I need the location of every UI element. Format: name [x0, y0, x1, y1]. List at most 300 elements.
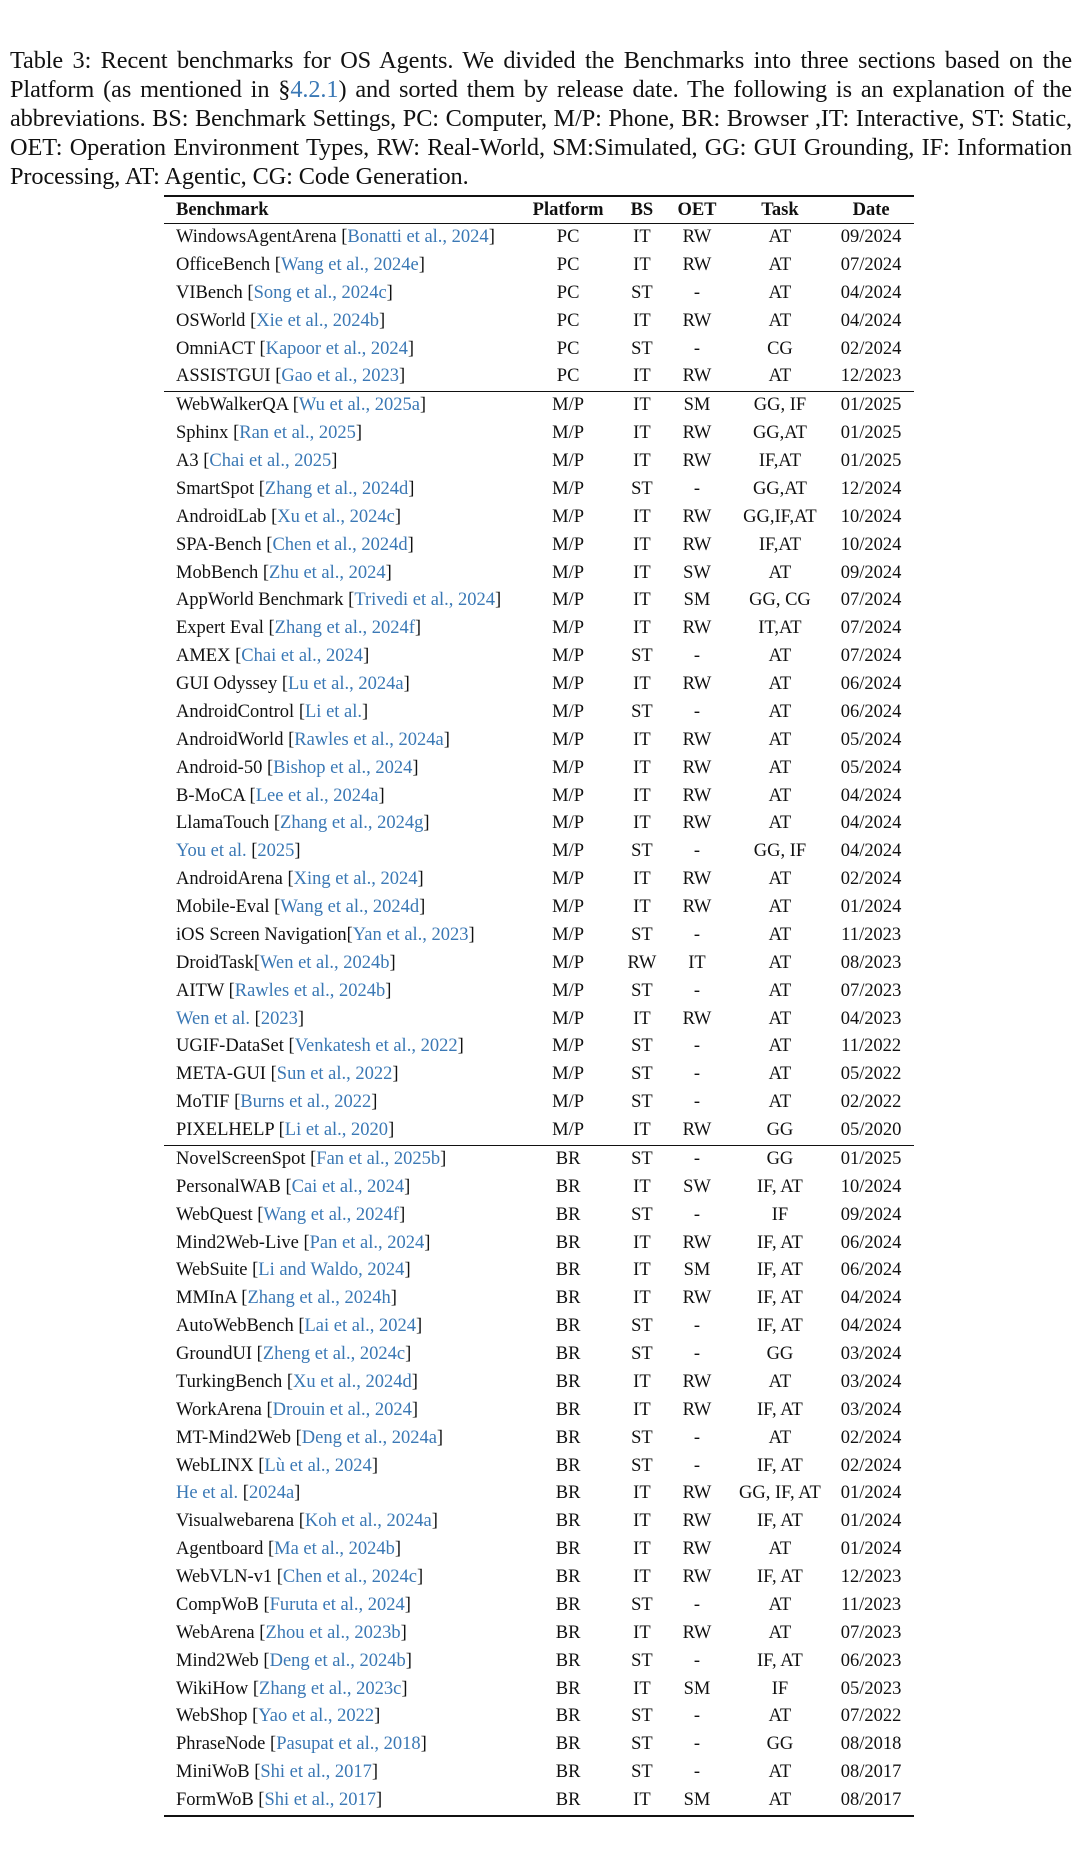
benchmark-cell: WebShop [Yao et al., 2022] — [176, 1706, 381, 1727]
table-row — [164, 671, 914, 699]
task-cell: GG — [766, 1120, 794, 1140]
oet-cell: RW — [682, 869, 712, 890]
date-cell: 12/2024 — [840, 478, 902, 499]
citation-author-link[interactable]: He et al. — [176, 1483, 239, 1504]
bs-cell: IT — [633, 254, 651, 275]
benchmark-name: Expert Eval — [176, 618, 264, 639]
task-cell: AT — [768, 729, 792, 750]
date-cell: 05/2020 — [840, 1120, 902, 1140]
platform-cell: M/P — [552, 562, 585, 583]
table-row — [164, 1480, 914, 1508]
date-cell: 07/2024 — [840, 590, 902, 611]
citation-link[interactable]: Rawles et al., 2024a — [294, 729, 444, 750]
header-oet: OET — [677, 200, 717, 220]
bs-cell: ST — [631, 1092, 653, 1113]
task-cell: AT — [768, 1036, 792, 1057]
benchmark-name: Mind2Web — [176, 1650, 259, 1671]
benchmark-cell: WebQuest [Wang et al., 2024f] — [176, 1204, 406, 1225]
date-cell: 02/2022 — [840, 1092, 902, 1113]
date-cell: 02/2024 — [840, 338, 902, 359]
table-row — [164, 866, 914, 894]
benchmark-name: PIXELHELP — [176, 1120, 274, 1140]
table-row — [164, 1313, 914, 1341]
task-cell: IF, AT — [757, 1316, 803, 1337]
oet-cell: RW — [682, 1399, 712, 1420]
task-cell: IF — [771, 1204, 789, 1225]
benchmark-cell: GroundUI [Zheng et al., 2024c] — [176, 1344, 412, 1364]
table-row — [164, 1787, 914, 1816]
citation-link[interactable]: Bishop et al., 2024 — [273, 757, 413, 778]
section-reference-link[interactable]: 4.2.1 — [290, 76, 339, 103]
oet-cell: RW — [682, 1232, 712, 1253]
task-cell: AT — [768, 1622, 792, 1643]
date-cell: 07/2023 — [840, 1622, 902, 1643]
benchmark-cell: DroidTask[Wen et al., 2024b] — [176, 952, 396, 973]
benchmark-name: AITW — [176, 980, 224, 1001]
citation-author-link[interactable]: You et al. — [176, 841, 247, 862]
task-cell: GG — [766, 1734, 794, 1755]
benchmark-name: OmniACT — [176, 338, 255, 359]
benchmark-name: WebQuest — [176, 1204, 253, 1225]
citation-link[interactable]: Wang et al., 2024e — [280, 254, 419, 275]
bs-cell: ST — [631, 1148, 653, 1169]
oet-cell: - — [693, 1455, 701, 1476]
citation-link[interactable]: Chen et al., 2024c — [282, 1567, 418, 1587]
task-cell: AT — [768, 980, 792, 1001]
date-cell: 06/2024 — [840, 701, 902, 722]
platform-cell: BR — [555, 1483, 581, 1504]
citation-link[interactable]: Li et al., 2020 — [284, 1120, 389, 1140]
date-cell: 02/2024 — [840, 1455, 902, 1476]
date-cell: 03/2024 — [840, 1399, 902, 1420]
citation-link[interactable]: Lai et al., 2024 — [304, 1316, 416, 1337]
table-row — [164, 1592, 914, 1620]
platform-cell: M/P — [552, 813, 585, 834]
citation-link[interactable]: Shi et al., 2017 — [260, 1762, 372, 1783]
benchmark-name: AndroidControl — [176, 701, 295, 722]
table-row — [164, 280, 914, 308]
task-cell: IF, AT — [757, 1232, 803, 1253]
table-row — [164, 1508, 914, 1536]
bs-cell: IT — [633, 869, 651, 890]
oet-cell: - — [693, 1706, 701, 1727]
citation-link[interactable]: Drouin et al., 2024 — [272, 1399, 412, 1420]
date-cell: 08/2023 — [840, 952, 902, 973]
citation-link[interactable]: Xu et al., 2024c — [277, 506, 395, 527]
bs-cell: ST — [631, 1316, 653, 1337]
citation-link[interactable]: 2023 — [260, 1008, 298, 1029]
bs-cell: IT — [633, 757, 651, 778]
oet-cell: - — [693, 282, 701, 303]
task-cell: GG — [766, 1344, 794, 1364]
oet-cell: - — [693, 1594, 701, 1615]
benchmark-name: Sphinx — [176, 423, 229, 444]
benchmark-cell: WikiHow [Zhang et al., 2023c] — [176, 1678, 408, 1699]
task-cell: AT — [768, 1539, 792, 1560]
bs-cell: IT — [633, 1678, 651, 1699]
header-task: Task — [761, 200, 799, 220]
oet-cell: RW — [682, 366, 712, 387]
date-cell: 10/2024 — [840, 1176, 902, 1197]
platform-cell: BR — [555, 1511, 581, 1532]
date-cell: 12/2023 — [840, 366, 902, 387]
bs-cell: ST — [631, 1064, 653, 1085]
date-cell: 07/2024 — [840, 646, 902, 667]
benchmark-name: UGIF-DataSet — [176, 1036, 284, 1057]
citation-link[interactable]: Lee et al., 2024a — [255, 785, 379, 806]
citation-link[interactable]: Pasupat et al., 2018 — [276, 1734, 421, 1755]
benchmarks-table — [164, 195, 914, 1817]
benchmark-cell: Mobile-Eval [Wang et al., 2024d] — [176, 897, 426, 917]
date-cell: 09/2024 — [840, 227, 902, 247]
benchmark-name: Visualwebarena — [176, 1511, 295, 1532]
citation-link[interactable]: Venkatesh et al., 2022 — [294, 1036, 458, 1057]
citation-link[interactable]: Wang et al., 2024d — [280, 897, 420, 917]
table-row — [164, 838, 914, 866]
date-cell: 06/2024 — [840, 674, 902, 694]
bs-cell: ST — [631, 1455, 653, 1476]
benchmark-name: PhraseNode — [176, 1734, 266, 1755]
citation-link[interactable]: Zhang et al., 2024f — [274, 618, 415, 639]
benchmark-cell: WindowsAgentArena [Bonatti et al., 2024] — [176, 227, 495, 247]
citation-link[interactable]: Zhang et al., 2024h — [247, 1288, 391, 1309]
citation-link[interactable]: Cai et al., 2024 — [291, 1176, 405, 1197]
task-cell: AT — [768, 646, 792, 667]
benchmark-name: NovelScreenSpot — [176, 1148, 306, 1169]
task-cell: IF, AT — [757, 1176, 803, 1197]
benchmark-cell: SPA-Bench [Chen et al., 2024d] — [176, 534, 414, 555]
task-cell: GG, CG — [749, 590, 811, 611]
bs-cell: IT — [633, 1008, 651, 1029]
bs-cell: IT — [633, 534, 651, 555]
table-row — [164, 755, 914, 783]
date-cell: 06/2024 — [840, 1260, 902, 1281]
citation-link[interactable]: Lu et al., 2024a — [288, 674, 404, 694]
date-cell: 04/2024 — [840, 310, 902, 331]
benchmark-cell: Visualwebarena [Koh et al., 2024a] — [176, 1511, 438, 1532]
bs-cell: IT — [633, 674, 651, 694]
oet-cell: SM — [683, 395, 711, 416]
citation-link[interactable]: Burns et al., 2022 — [240, 1092, 372, 1113]
benchmark-cell: OmniACT [Kapoor et al., 2024] — [176, 338, 415, 359]
table-row — [164, 392, 914, 420]
task-cell: AT — [768, 310, 792, 331]
header-benchmark: Benchmark — [176, 200, 269, 220]
platform-cell: M/P — [552, 423, 585, 444]
date-cell: 04/2024 — [840, 785, 902, 806]
date-cell: 01/2025 — [840, 1148, 902, 1169]
task-cell: AT — [768, 1064, 792, 1085]
table-caption — [10, 46, 1072, 191]
citation-link[interactable]: Xing et al., 2024 — [293, 869, 418, 890]
citation-link[interactable]: Zhou et al., 2023b — [265, 1622, 401, 1643]
citation-link[interactable]: Zhu et al., 2024 — [269, 562, 386, 583]
task-cell: AT — [768, 952, 792, 973]
benchmark-cell: PIXELHELP [Li et al., 2020] — [176, 1120, 395, 1140]
platform-cell: M/P — [552, 729, 585, 750]
benchmark-cell: ASSISTGUI [Gao et al., 2023] — [176, 366, 406, 387]
benchmark-name: VIBench — [176, 282, 243, 303]
platform-cell: BR — [555, 1232, 581, 1253]
platform-cell: M/P — [552, 451, 585, 471]
citation-link[interactable]: Gao et al., 2023 — [281, 366, 400, 387]
platform-cell: PC — [556, 227, 580, 247]
date-cell: 09/2024 — [840, 562, 902, 583]
citation-link[interactable]: Deng et al., 2024b — [269, 1650, 406, 1671]
citation-link[interactable]: Xie et al., 2024b — [256, 310, 380, 331]
platform-cell: PC — [556, 366, 580, 387]
citation-link[interactable]: Chen et al., 2024d — [272, 534, 408, 555]
oet-cell: RW — [682, 506, 712, 527]
date-cell: 01/2024 — [840, 897, 902, 917]
platform-cell: PC — [556, 254, 580, 275]
platform-cell: M/P — [552, 1120, 585, 1140]
task-cell: AT — [768, 1371, 792, 1392]
platform-cell: BR — [555, 1316, 581, 1337]
date-cell: 05/2023 — [840, 1678, 902, 1699]
benchmark-name: A3 — [176, 451, 199, 471]
task-cell: AT — [768, 1706, 792, 1727]
oet-cell: SM — [683, 1790, 711, 1810]
bs-cell: IT — [633, 1176, 651, 1197]
benchmark-name: FormWoB — [176, 1790, 254, 1810]
date-cell: 07/2023 — [840, 980, 902, 1001]
citation-link[interactable]: Zhang et al., 2024d — [264, 478, 409, 499]
task-cell: AT — [768, 366, 792, 387]
bs-cell: IT — [633, 813, 651, 834]
benchmark-cell: PersonalWAB [Cai et al., 2024] — [176, 1176, 411, 1197]
table-row — [164, 1425, 914, 1453]
oet-cell: RW — [682, 729, 712, 750]
oet-cell: SM — [683, 1678, 711, 1699]
oet-cell: - — [693, 646, 701, 667]
benchmark-cell: GUI Odyssey [Lu et al., 2024a] — [176, 674, 410, 694]
benchmark-cell: AndroidArena [Xing et al., 2024] — [176, 869, 424, 890]
date-cell: 06/2023 — [840, 1650, 902, 1671]
platform-cell: M/P — [552, 1036, 585, 1057]
benchmark-cell: A3 [Chai et al., 2025] — [176, 451, 338, 471]
task-cell: IT,AT — [758, 618, 802, 639]
oet-cell: RW — [682, 310, 712, 331]
platform-cell: BR — [555, 1371, 581, 1392]
benchmark-cell: Expert Eval [Zhang et al., 2024f] — [176, 618, 422, 639]
task-cell: AT — [768, 813, 792, 834]
table-row — [164, 1676, 914, 1704]
header-row — [164, 196, 914, 224]
oet-cell: RW — [682, 1511, 712, 1532]
table-row — [164, 1620, 914, 1648]
task-cell: GG,IF,AT — [743, 506, 817, 527]
table-row — [164, 643, 914, 671]
benchmark-cell: WebArena [Zhou et al., 2023b] — [176, 1622, 407, 1643]
citation-link[interactable]: Rawles et al., 2024b — [234, 980, 386, 1001]
table-row — [164, 476, 914, 504]
citation-link[interactable]: 2025 — [257, 841, 295, 862]
benchmark-cell: OfficeBench [Wang et al., 2024e] — [176, 254, 425, 275]
bs-cell: ST — [631, 1762, 653, 1783]
platform-cell: BR — [555, 1678, 581, 1699]
citation-link[interactable]: Ran et al., 2025 — [239, 423, 356, 444]
oet-cell: SW — [683, 1176, 711, 1197]
citation-link[interactable]: 2024a — [248, 1483, 295, 1504]
citation-link[interactable]: Chai et al., 2025 — [209, 451, 332, 471]
benchmark-cell: FormWoB [Shi et al., 2017] — [176, 1790, 383, 1810]
bs-cell: RW — [627, 952, 657, 973]
table-row — [164, 1202, 914, 1230]
oet-cell: - — [693, 1734, 701, 1755]
citation-link[interactable]: Shi et al., 2017 — [264, 1790, 376, 1810]
citation-link[interactable]: Furuta et al., 2024 — [269, 1594, 405, 1615]
platform-cell: PC — [556, 338, 580, 359]
benchmark-cell: MiniWoB [Shi et al., 2017] — [176, 1762, 379, 1783]
task-cell: GG, IF — [753, 841, 807, 862]
benchmark-cell: MoTIF [Burns et al., 2022] — [176, 1092, 378, 1113]
date-cell: 10/2024 — [840, 534, 902, 555]
benchmark-name: AndroidArena — [176, 869, 283, 890]
platform-cell: BR — [555, 1734, 581, 1755]
citation-link[interactable]: Wu et al., 2025a — [298, 395, 420, 416]
caption-text-start: Table 3: Recent benchmarks for OS Agents. We divided the Benchmarks into three sections based on the Platform (as mentioned in § — [10, 47, 1072, 103]
citation-link[interactable]: Yao et al., 2022 — [258, 1706, 375, 1727]
task-cell: AT — [768, 1092, 792, 1113]
benchmark-cell: NovelScreenSpot [Fan et al., 2025b] — [176, 1148, 447, 1169]
citation-link[interactable]: Koh et al., 2024a — [304, 1511, 432, 1532]
date-cell: 02/2024 — [840, 869, 902, 890]
oet-cell: RW — [682, 785, 712, 806]
citation-link[interactable]: Li et al. — [305, 701, 363, 722]
table-row — [164, 1285, 914, 1313]
benchmark-name: Agentboard — [176, 1539, 264, 1560]
table-row — [164, 252, 914, 280]
platform-cell: BR — [555, 1594, 581, 1615]
header-platform: Platform — [532, 200, 604, 220]
oet-cell: - — [693, 1344, 701, 1364]
bs-cell: IT — [633, 1790, 651, 1810]
header-date: Date — [852, 200, 890, 220]
table-row — [164, 978, 914, 1006]
date-cell: 12/2023 — [840, 1567, 902, 1587]
bs-cell: IT — [633, 590, 651, 611]
date-cell: 08/2018 — [840, 1734, 902, 1755]
benchmark-name: SmartSpot — [176, 478, 255, 499]
platform-cell: M/P — [552, 701, 585, 722]
date-cell: 07/2022 — [840, 1706, 902, 1727]
citation-link[interactable]: Bonatti et al., 2024 — [347, 227, 489, 247]
benchmark-cell: AndroidControl [Li et al.] — [176, 701, 369, 722]
platform-cell: M/P — [552, 590, 585, 611]
table-row — [164, 1648, 914, 1676]
oet-cell: - — [693, 1204, 701, 1225]
benchmark-name: MiniWoB — [176, 1762, 250, 1783]
benchmark-name: AndroidLab — [176, 506, 267, 527]
citation-link[interactable]: Wang et al., 2024f — [263, 1204, 400, 1225]
table-row — [164, 1703, 914, 1731]
benchmark-cell: AndroidWorld [Rawles et al., 2024a] — [176, 729, 450, 750]
task-cell: AT — [768, 757, 792, 778]
citation-link[interactable]: Chai et al., 2024 — [241, 646, 364, 667]
citation-link[interactable]: Yan et al., 2023 — [352, 924, 469, 945]
date-cell: 01/2025 — [840, 395, 902, 416]
citation-link[interactable]: Pan et al., 2024 — [309, 1232, 425, 1253]
citation-link[interactable]: Ma et al., 2024b — [274, 1539, 395, 1560]
date-cell: 11/2022 — [841, 1036, 902, 1057]
citation-link[interactable]: Lù et al., 2024 — [264, 1455, 372, 1476]
platform-cell: M/P — [552, 1092, 585, 1113]
benchmark-cell: AMEX [Chai et al., 2024] — [176, 646, 370, 667]
citation-link[interactable]: Fan et al., 2025b — [316, 1148, 441, 1169]
table-row — [164, 1006, 914, 1034]
citation-link[interactable]: Wen et al., 2024b — [260, 952, 390, 973]
citation-link[interactable]: Deng et al., 2024a — [301, 1427, 437, 1448]
citation-author-link[interactable]: Wen et al. — [176, 1008, 251, 1029]
bs-cell: IT — [633, 1622, 651, 1643]
benchmark-cell: Mind2Web-Live [Pan et al., 2024] — [176, 1232, 431, 1253]
benchmark-cell: UGIF-DataSet [Venkatesh et al., 2022] — [176, 1036, 464, 1057]
platform-cell: M/P — [552, 869, 585, 890]
citation-link[interactable]: Sun et al., 2022 — [276, 1064, 393, 1085]
oet-cell: RW — [682, 674, 712, 694]
citation-link[interactable]: Zhang et al., 2023c — [259, 1678, 402, 1699]
citation-link[interactable]: Zheng et al., 2024c — [262, 1344, 406, 1364]
platform-cell: M/P — [552, 506, 585, 527]
platform-cell: BR — [555, 1762, 581, 1783]
task-cell: IF, AT — [757, 1455, 803, 1476]
task-cell: IF, AT — [757, 1399, 803, 1420]
benchmark-name: ASSISTGUI — [176, 366, 271, 387]
citation-link[interactable]: Trivedi et al., 2024 — [354, 590, 495, 611]
date-cell: 06/2024 — [840, 1232, 902, 1253]
date-cell: 04/2024 — [840, 841, 902, 862]
oet-cell: RW — [682, 1539, 712, 1560]
task-cell: IF, AT — [757, 1260, 803, 1281]
date-cell: 04/2024 — [840, 282, 902, 303]
task-cell: AT — [768, 1427, 792, 1448]
oet-cell: - — [693, 841, 701, 862]
oet-cell: - — [693, 924, 701, 945]
table-row — [164, 308, 914, 336]
table-row — [164, 1089, 914, 1117]
platform-cell: BR — [555, 1260, 581, 1281]
citation-link[interactable]: Zhang et al., 2024g — [280, 813, 424, 834]
oet-cell: IT — [688, 952, 706, 973]
table-row — [164, 1230, 914, 1258]
task-cell: GG, IF — [753, 395, 807, 416]
platform-cell: BR — [555, 1650, 581, 1671]
table-row — [164, 448, 914, 476]
task-cell: IF,AT — [758, 451, 802, 471]
platform-cell: M/P — [552, 1008, 585, 1029]
bs-cell: ST — [631, 980, 653, 1001]
citation-link[interactable]: Kapoor et al., 2024 — [265, 338, 408, 359]
task-cell: IF, AT — [757, 1511, 803, 1532]
oet-cell: RW — [682, 1288, 712, 1309]
citation-link[interactable]: Xu et al., 2024d — [293, 1371, 412, 1392]
benchmark-name: WebArena — [176, 1622, 255, 1643]
task-cell: AT — [768, 227, 792, 247]
table-row — [164, 810, 914, 838]
platform-cell: BR — [555, 1204, 581, 1225]
benchmark-name: WebLINX — [176, 1455, 254, 1476]
bs-cell: ST — [631, 1594, 653, 1615]
benchmark-cell: iOS Screen Navigation[Yan et al., 2023] — [176, 924, 475, 945]
citation-link[interactable]: Li and Waldo, 2024 — [258, 1260, 405, 1281]
oet-cell: RW — [682, 451, 712, 471]
bs-cell: IT — [633, 1483, 651, 1504]
benchmark-name: Mind2Web-Live — [176, 1232, 299, 1253]
citation-link[interactable]: Song et al., 2024c — [253, 282, 387, 303]
oet-cell: - — [693, 1148, 701, 1169]
date-cell: 10/2024 — [840, 506, 902, 527]
